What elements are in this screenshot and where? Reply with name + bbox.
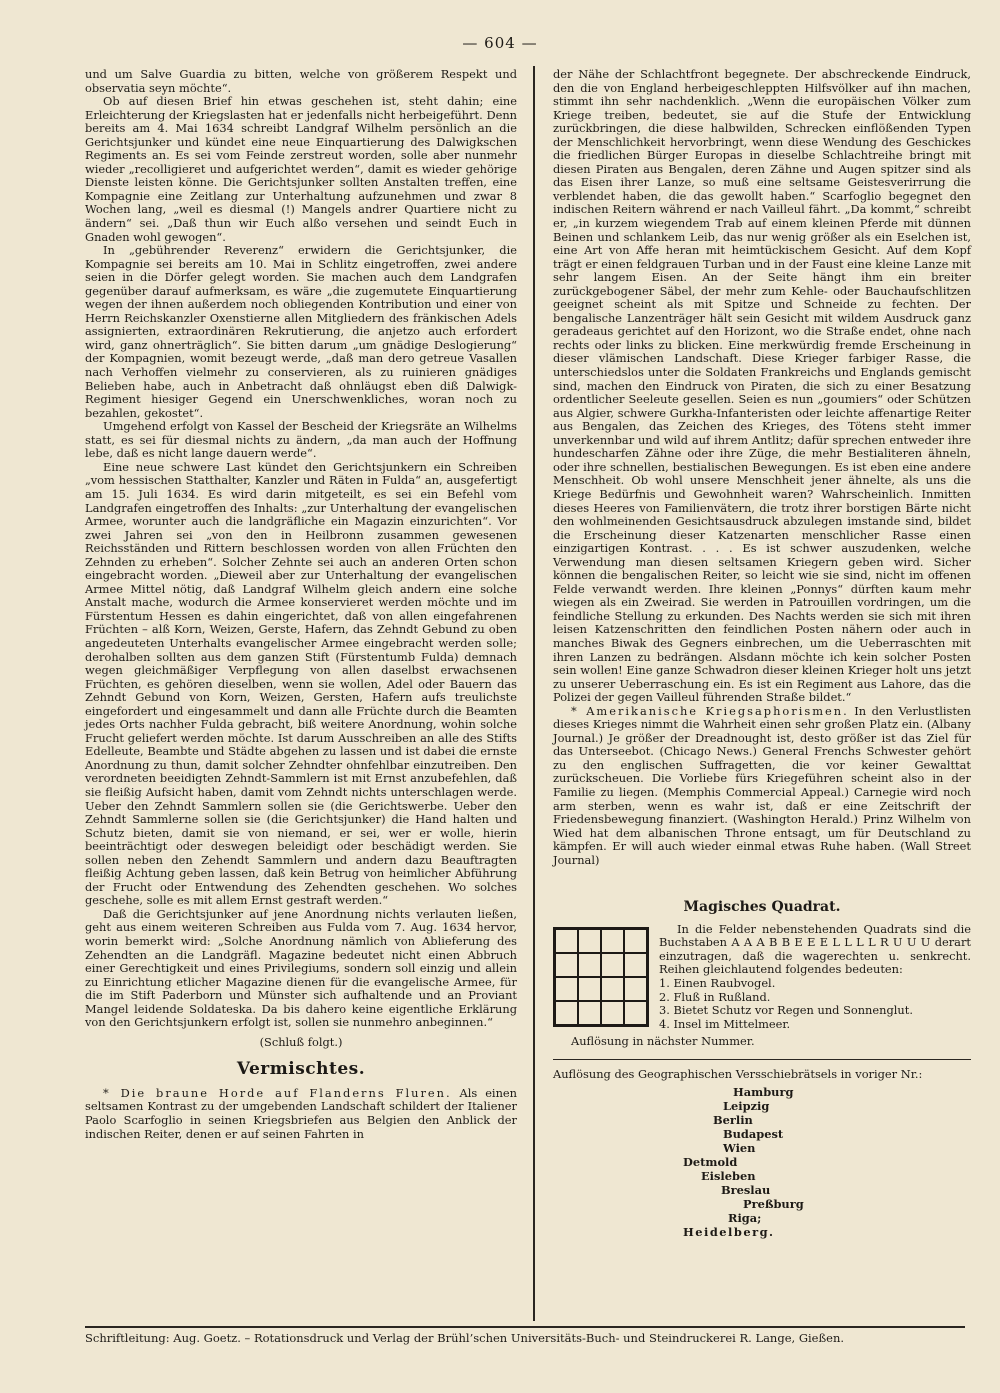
grid-cell	[624, 953, 647, 977]
grid-cell	[555, 953, 578, 977]
magic-item-3: 3. Bietet Schutz vor Regen und Sonnenglut.	[659, 1003, 913, 1018]
left-paragraph-4: Umgehend erfolgt von Kassel der Bescheid der Kriegsräte an Wilhelms statt, es sei für diesmal nichts zu ändern, „da man auch der Hoffnung lebe, daß es nicht lange dauern werde“.	[85, 419, 517, 461]
aphorisms-article	[553, 705, 971, 868]
left-paragraph-6: Daß die Gerichtsjunker auf jene Anordnung nichts verlauten ließen, geht aus einem weiteren Schreiben aus Fulda vom 7. Aug. 1634 hervor, worin bemerkt wird: „Solche Anordnung nämlich von Ablieferung des Zehendten an die Landgräfl. Magazine bedeutet nicht einen Abbruch einer Gerechtigkeit und eines Privilegiums, sondern soll einzig und allein zu Einrichtung etlicher Magazine dienen für die evangelische Armee, für die im Stift Paderborn und Münster sich aufhaltende und an Proviant Mangel leidende Soldateska. Da bis dahero keine eigentliche Erklärung von den Gerichtsjunkern erfolgt ist, sollen sie nunmehro anbeginnen.“	[85, 906, 517, 1030]
left-paragraph-2: Ob auf diesen Brief hin etwas geschehen ist, steht dahin; eine Erleichterung der Kriegslasten hat er jedenfalls nicht herbeigeführt. Denn bereits am 4. Mai 1634 schreibt Landgraf Wilhelm persönlich an die Gerichtsjunker und kündet eine neue Einquartierung des Dalwigkschen Regiments an. Es sei vom Feinde zerstreut worden, solle aber nunmehr wieder „recolligieret und aufgerichtet werden“, damit es wieder gehörige Dienste leisten könne. Die Gerichtsjunker sollten Anstalten treffen, eine Kompagnie eine Zeitlang zur Unterhaltung aufzunehmen und zwar 8 Wochen lang, „weil es diesmal (!) Mangels andrer Quartiere nicht zu ändern“ sei. „Daß thun wir Euch alßo versehen und seindt Euch in Gnaden wohl gewogen“.	[85, 94, 517, 244]
right-paragraph-1: der Nähe der Schlachtfront begegnete. Der abschreckende Eindruck, den die von England herbeigeschleppten Hilfsvölker auf ihn machen, stimmt ihn sehr nachdenklich. „Wenn die europäischen Völker zum Kriege treiben, bedeutet, sie auf die Stufe der Entwicklung zurückbringen, die diese halbwilden, Schrecken einflößenden Typen der Menschlichkeit hervorbringt, wenn diese Wendung des Geschickes die friedlichen Bürger Europas in dieselbe Schlachtreihe bringt mit diesen Piraten aus Bengalen, deren Zähne und Augen spitzer sind als das Eisen ihrer Lanze, so muß eine seltsame Geistesverirrung die verblendet haben, die das gewollt haben.“ Scarfoglio begegnet den indischen Reitern während er nach Vailleul fährt. „Da kommt,“ schreibt er, „in kurzem wiegendem Trab auf einem kleinen Pferde mit dünnen Beinen und schlankem Leib, das nur wenig größer als ein Eselchen ist, eine Art von Affe heran mit heimtückischem Gesicht. Auf dem Kopf trägt er einen feldgrauen Turban und in der Faust eine kleine Lanze mit sehr langem Eisen. An der Seite hängt ihm ein breiter zurückgebogener Säbel, der mehr zum Kehle- oder Bauchaufschlitzen geeignet scheint als mit Spitze und Schneide zu fechten. Der bengalische Lanzenträger hält sein Gesicht mit wildem Ausdruck ganz geradeaus gerichtet auf den Horizont, wo die Straße endet, ohne nach rechts oder links zu blicken. Eine merkwürdig fremde Erscheinung in dieser vlämischen Landschaft. Diese Krieger farbiger Rasse, die unterschiedslos unter die Soldaten Frankreichs und Englands gemischt sind, machen den Eindruck von Piraten, die sich zu einer Besatzung ordentlicher Seeleute gesellen. Seien es nun „goumiers“ oder Schützen aus Algier, schwere Gurkha-Infanteristen oder leichte affenartige Reiter aus Bengalen, das Zeichen des Krieges, des Tötens steht immer unverkennbar und wild auf ihrem Antlitz; dafür sprechen entweder ihre hundescharfen Zähne oder ihre Züge, die mehr Bestialiteren ähneln, oder ihre schnellen, bestialischen Bewegungen. Es ist eben eine andere Menschheit. Ob wohl unsere Menschheit jener ähnelte, als uns die Kriege Bedürfnis und Gewohnheit waren? Wahrscheinlich. Inmitten dieses Heeres von Familienvätern, die trotz ihrer borstigen Bärte nicht den wohlmeinenden Gesichtsausdruck abzulegen imstande sind, bildet die Erscheinung dieser Katzenarten menschlicher Rasse einen einzigartigen Kontrast. . . . Es ist schwer auszudenken, welche Verwendung man diesen seltsamen Kriegern geben wird. Sicher können die bengalischen Reiter, so leicht wie sie sind, nicht im offenen Felde verwandt werden. Ihre kleinen „Ponnys“ dürften kaum mehr wiegen als ein Zweirad. Sie werden in Patrouillen vordringen, um die feindliche Stellung zu erkunden. Des Nachts werden sie sich mit ihren leisen Katzenschritten den feindlichen Posten nähern oder auch in manches Biwak des Gegners einbrechen, um die Ueberraschten mit ihren Lanzen zu bedrängen. Alsdann möchte ich kein solcher Posten sein wollen! Eine ganze Schwadron dieser kleinen Krieger holt uns jetzt zu unserer Ueberraschung ein. Es ist ein Regiment aus Lahore, das die Polizei der gegen Vailleul führenden Straße bildet.“	[553, 67, 971, 705]
city-item: Leipzig	[723, 1099, 770, 1114]
grid-cell	[601, 953, 624, 977]
section-divider	[553, 1059, 971, 1060]
magic-square-instructions	[659, 923, 971, 1031]
right-column	[553, 68, 971, 1239]
city-item: Eisleben	[701, 1169, 756, 1184]
city-item: Preßburg	[743, 1197, 804, 1212]
grid-cell	[601, 977, 624, 1001]
magic-square-grid	[553, 927, 649, 1027]
solution-title: Auflösung des Geographischen Versschiebrätsels in voriger Nr.:	[553, 1066, 923, 1081]
grid-cell	[578, 953, 601, 977]
section-title-vermischtes: Vermischtes.	[236, 1059, 366, 1080]
magic-square-title: Magisches Quadrat.	[683, 899, 841, 916]
grid-cell	[578, 929, 601, 953]
city-item: Heidelberg.	[683, 1225, 775, 1240]
left-paragraph-5: Eine neue schwere Last kündet den Gerichtsjunkern ein Schreiben „vom hessischen Statthalter, Kanzler und Räten in Fulda“ an, ausgefertigt am 15. Juli 1634. Es wird darin mitgeteilt, es sei ein Befehl vom Landgrafen eingetroffen des Inhalts: „zur Unterhaltung der evangelischen Armee, worunter auch die landgräfliche ein Magazin einzurichten“. Vor zwei Jahren sei „von den in Heilbronn zusammen gewesenen Reichsständen und Rittern beschlossen worden von allen Früchten den Zehnden zu erheben“. Solcher Zehnte sei auch an anderen Orten schon eingebracht worden. „Dieweil aber zur Unterhaltung der evangelischen Armee Mittel nötig, daß Landgraf Wilhelm gleich andern eine solche Anstalt mache, wodurch die Armee konservieret werden möchte und im Fürstentum Hessen es dahin eingerichtet, daß von allen eingefahrenen Früchten – alß Korn, Weizen, Gerste, Hafern, das Zehndt Gebund zu oben angedeuteten Unterhalts evangelischer Armee eingebracht werden solle; derohalben sollten aus dem ganzen Stift (Fürstentumb Fulda) demnach wegen gleichmäßiger Verpflegung von allen daselbst erwachsenen Früchten, es gehören dieselben, wenn sie wollen, Adel oder Bauern das Zehndt Gebund von Korn, Weizen, Gersten, Hafern aufs treulichste eingefordert und eingesammelt und dann alle Früchte durch die Beamten jedes Orts nachher Fulda gebracht, biß weitere Anordnung, wohin solche Frucht geliefert werden möchte. Ist darum Ausschreiben an alle des Stifts Edelleute, Beambte und Städte abgehen zu lassen und ist dabei die ernste Anordnung zu thun, damit solcher Zehndter ohnfehlbar einzutreiben. Den verordneten beeidigten Zehndt-Sammlern ist mit Ernst anzubefehlen, daß sie fleißig Aufsicht haben, damit vom Zehndt nichts unterschlagen werde. Ueber den Zehndt Sammlern sollen sie (die Gerichtswerbe. Ueber den Zehndt Sammlerne sollen sie (die Gerichtsjunker) die Hand halten und Schutz bieten, damit sie von niemand, er sei, wer er wolle, hierin beeinträchtigt oder deswegen beleidigt oder beschädigt werden. Sie sollen neben den Zehendt Sammlern und andern dazu Beauftragten fleißig Achtung geben lassen, daß kein Betrug von heimlicher Abführung der Frucht oder Entwendung des Zehendten geschehen. Wo solches geschehe, solle es mit allem Ernst gestraft werden.“	[85, 459, 517, 908]
city-item: Budapest	[723, 1127, 784, 1142]
city-item: Berlin	[713, 1113, 753, 1128]
grid-cell	[601, 929, 624, 953]
grid-cell	[555, 929, 578, 953]
aphorisms-lead: * Amerikanische Kriegsaphorismen.	[571, 703, 849, 718]
city-item: Breslau	[721, 1183, 771, 1198]
grid-cell	[624, 977, 647, 1001]
left-paragraph-3: In „gebührender Reverenz“ erwidern die Gerichtsjunker, die Kompagnie sei bereits am 10. Mai in Schlitz eingetroffen, zwei andere seien in die Dörfer gelegt worden. Sie machen auch dem Landgrafen gegenüber darauf aufmerksam, es wäre „die zugemutete Einquartierung wegen der ihnen außerdem noch obliegenden Kontribution und einer von Herrn Reichskanzler Oxenstierne allen Mitgliedern des fränkischen Adels assignierten, extraordinären Rekrutierung, die anjetzo auch erfordert wird, ganz ohnerträglich“. Sie bitten darum „um gnädige Deslogierung“ der Kompagnien, womit bezeugt werde, „daß man dero getreue Vasallen nach Verhoffen vielmehr zu conservieren, als zu ruinieren gnädiges Belieben habe, auch in Anbetracht daß ohnläugst eben diß Dalwigk-Regiment hiesiger Gegend ein Unerschwenkliches, woran noch zu bezahlen, gekostet“.	[85, 243, 517, 420]
imprint-footer: Schriftleitung: Aug. Goetz. – Rotationsdruck und Verlag der Brühl’schen Universitäts-Buch- und Steindruckerei R. Lange, Gießen.	[85, 1326, 965, 1345]
magic-item-1: 1. Einen Raubvogel.	[659, 976, 776, 990]
magic-item-2: 2. Fluß in Rußland.	[659, 989, 771, 1004]
city-solution-list	[553, 1085, 971, 1239]
grid-cell	[578, 1001, 601, 1025]
grid-cell	[578, 977, 601, 1001]
grid-cell	[601, 1001, 624, 1025]
grid-cell	[555, 977, 578, 1001]
magic-solution-note: Auflösung in nächster Nummer.	[571, 1034, 755, 1049]
magic-item-4: 4. Insel im Mittelmeer.	[659, 1016, 791, 1031]
misc-article-text: Als einen seltsamen Kontrast zu der umgebenden Landschaft schildert der Italiener Paolo Scarfoglio in seinen Kriegsbriefen aus Belgien den Anblick der indischen Reiter, denen er auf seinen Fahrten in	[85, 1085, 517, 1141]
grid-cell	[624, 929, 647, 953]
city-item: Detmold	[683, 1155, 738, 1170]
left-column	[85, 68, 517, 1141]
city-item: Hamburg	[733, 1085, 794, 1100]
aphorisms-text: In den Verlustlisten dieses Krieges nimmt die Wahrheit einen sehr großen Platz ein. (Albany Journal.) Je größer der Dreadnought ist, desto größer ist das Ziel für das Unterseebot. (Chicago News.) General Frenchs Schwester gehört zu den englischen Suffragetten, die vor keiner Gewalttat zurückscheuen. Die Vorliebe fürs Kriegeführen scheint also in der Familie zu liegen. (Memphis Commercial Appeal.) Carnegie wird noch arm sterben, wenn es wahr ist, daß er eine Zeitschrift der Friedensbewegung finanziert. (Washington Herald.) Prinz Wilhelm von Wied hat dem albanischen Throne entsagt, um für Deutschland zu kämpfen. Er will auch wieder einmal etwas Ruhe haben. (Wall Street Journal)	[553, 703, 972, 867]
column-divider	[533, 66, 535, 1321]
grid-cell	[624, 1001, 647, 1025]
magic-square-puzzle	[553, 923, 971, 1031]
grid-cell	[555, 1001, 578, 1025]
city-item: Riga;	[728, 1211, 762, 1226]
to-be-continued-note: (Schluß folgt.)	[259, 1034, 343, 1049]
city-item: Wien	[723, 1141, 756, 1156]
misc-article-braune-horde	[85, 1087, 517, 1141]
magic-square-intro: In die Felder nebenstehenden Quadrats sind die Buchstaben A A A B B E E E L L L L R U U U derart einzutragen, daß die wagerechten u. senkrecht. Reihen gleichlautend folgendes bedeuten:	[659, 921, 971, 977]
left-paragraph-1: und um Salve Guardia zu bitten, welche von größerem Respekt und observatia seyn möchte“.	[85, 67, 517, 95]
page-number: — 604 —	[462, 34, 538, 52]
misc-article-lead: * Die braune Horde auf Flanderns Fluren.	[103, 1085, 452, 1100]
